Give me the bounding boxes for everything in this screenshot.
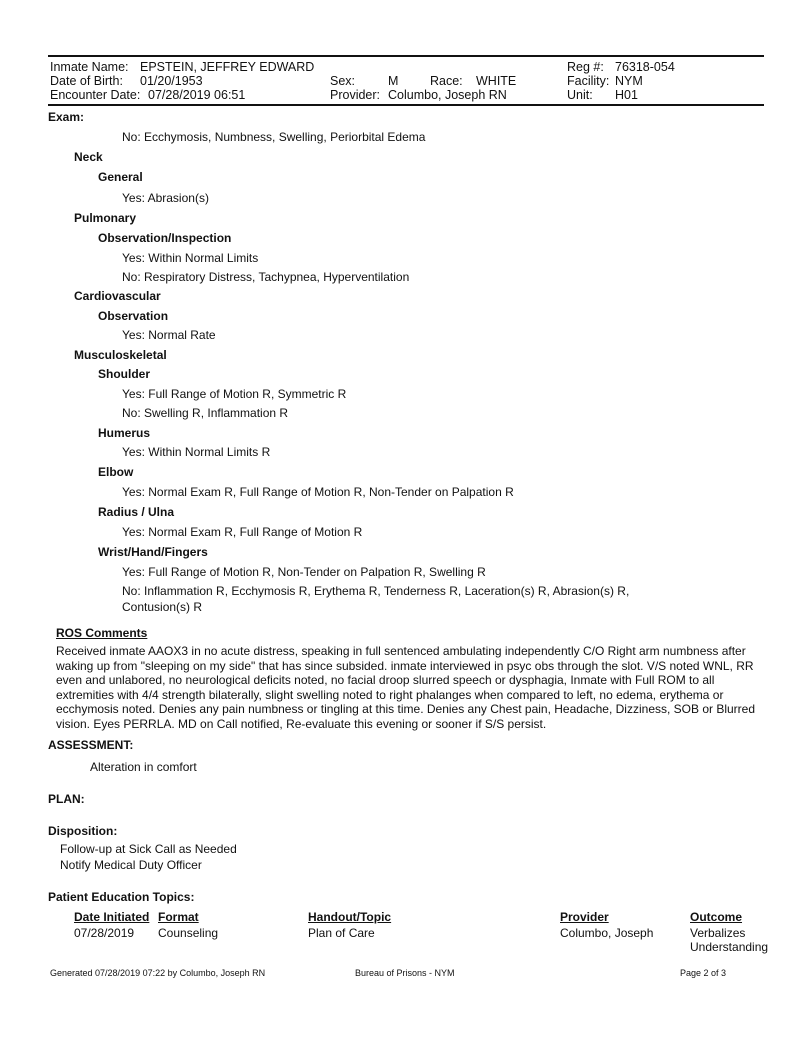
race-value: WHITE (476, 74, 517, 88)
sex-value: M (388, 74, 399, 88)
exam-subsection-humerus: Humerus (98, 426, 151, 440)
sex-label: Sex: (330, 74, 356, 88)
education-header-outcome: Outcome (690, 910, 743, 924)
education-header-handout: Handout/Topic (308, 910, 392, 924)
exam-subsection-observation: Observation (98, 309, 169, 323)
disposition-item: Notify Medical Duty Officer (60, 858, 202, 872)
education-header-provider: Provider (560, 910, 609, 924)
exam-section-cardiovascular: Cardiovascular (74, 289, 161, 303)
education-header-date: Date Initiated (74, 910, 150, 924)
exam-section-musculoskeletal: Musculoskeletal (74, 348, 167, 362)
inmate-name-value: EPSTEIN, JEFFREY EDWARD (140, 60, 315, 74)
exam-subsection-observation-inspection: Observation/Inspection (98, 231, 232, 245)
education-row-handout: Plan of Care (308, 926, 375, 940)
unit-value: H01 (615, 88, 638, 102)
plan-label: PLAN: (48, 792, 85, 806)
education-label: Patient Education Topics: (48, 890, 195, 904)
exam-line: Yes: Normal Exam R, Full Range of Motion R (122, 525, 363, 539)
education-header-format: Format (158, 910, 199, 924)
disposition-label: Disposition: (48, 824, 118, 838)
exam-line: Yes: Abrasion(s) (122, 191, 209, 205)
inmate-name-label: Inmate Name: (50, 60, 129, 74)
exam-line: Yes: Full Range of Motion R, Non-Tender on Palpation R, Swelling R (122, 565, 486, 579)
exam-line: No: Swelling R, Inflammation R (122, 406, 289, 420)
provider-value: Columbo, Joseph RN (388, 88, 507, 102)
exam-line: Yes: Within Normal Limits (122, 251, 259, 265)
exam-line: Yes: Normal Rate (122, 328, 216, 342)
exam-line: No: Ecchymosis, Numbness, Swelling, Periorbital Edema (122, 130, 426, 144)
dob-label: Date of Birth: (50, 74, 123, 88)
exam-label: Exam: (48, 110, 85, 124)
encounter-value: 07/28/2019 06:51 (148, 88, 246, 102)
exam-line: Yes: Within Normal Limits R (122, 445, 271, 459)
header-bottom-rule (48, 104, 764, 106)
facility-label: Facility: (567, 74, 610, 88)
ros-comments-text: Received inmate AAOX3 in no acute distress, speaking in full sentenced ambulating independently C/O Right arm numbness after waking up from "sleeping on my side" that has since subsided. inmate interviewed in psyc obs through the slot. V/S noted WNL, RR even and unlabored, no neurological deficits noted, no facial droop slurred speech or dysphagia, Inmate with Full ROM to all extremities with 4/4 strength bilaterally, slight swelling noted to right phalanges when compared to left, no edema, erythema or ecchymosis noted. Denies any pain numbness or tingling at this time. Denies any Chest pain, Headache, Dizziness, SOB or Blurred vision. Eyes PERRLA. MD on Call notified, Re-evaluate this evening or sooner if S/S persist. (56, 644, 756, 731)
education-row-format: Counseling (158, 926, 219, 940)
assessment-label: ASSESSMENT: (48, 738, 134, 752)
education-row-outcome-line2: Understanding (690, 940, 769, 954)
facility-value: NYM (615, 74, 643, 88)
exam-section-neck: Neck (74, 150, 103, 164)
footer-page-number: Page 2 of 3 (680, 968, 727, 978)
reg-label: Reg #: (567, 60, 604, 74)
unit-label: Unit: (567, 88, 593, 102)
header-top-rule (48, 55, 764, 57)
footer-generated: Generated 07/28/2019 07:22 by Columbo, Joseph RN (50, 968, 266, 978)
assessment-text: Alteration in comfort (90, 760, 197, 774)
exam-subsection-radius-ulna: Radius / Ulna (98, 505, 175, 519)
race-label: Race: (430, 74, 463, 88)
disposition-item: Follow-up at Sick Call as Needed (60, 842, 237, 856)
exam-line: Yes: Normal Exam R, Full Range of Motion R, Non-Tender on Palpation R (122, 485, 514, 499)
footer-bureau: Bureau of Prisons - NYM (355, 968, 455, 978)
reg-value: 76318-054 (615, 60, 675, 74)
exam-subsection-elbow: Elbow (98, 465, 134, 479)
exam-line: No: Inflammation R, Ecchymosis R, Erythema R, Tenderness R, Laceration(s) R, Abrasion(s) R, (122, 584, 630, 598)
education-row-provider: Columbo, Joseph (560, 926, 654, 940)
exam-line: Yes: Full Range of Motion R, Symmetric R (122, 387, 347, 401)
dob-value: 01/20/1953 (140, 74, 203, 88)
exam-subsection-general: General (98, 170, 143, 184)
encounter-label: Encounter Date: (50, 88, 141, 102)
ros-comments-title: ROS Comments (56, 626, 148, 640)
exam-line: No: Respiratory Distress, Tachypnea, Hyperventilation (122, 270, 410, 284)
education-row-date: 07/28/2019 (74, 926, 135, 940)
exam-line: Contusion(s) R (122, 600, 203, 614)
education-row-outcome-line1: Verbalizes (690, 926, 746, 940)
exam-subsection-shoulder: Shoulder (98, 367, 151, 381)
exam-section-pulmonary: Pulmonary (74, 211, 137, 225)
exam-subsection-wrist-hand-fingers: Wrist/Hand/Fingers (98, 545, 208, 559)
provider-label: Provider: (330, 88, 381, 102)
